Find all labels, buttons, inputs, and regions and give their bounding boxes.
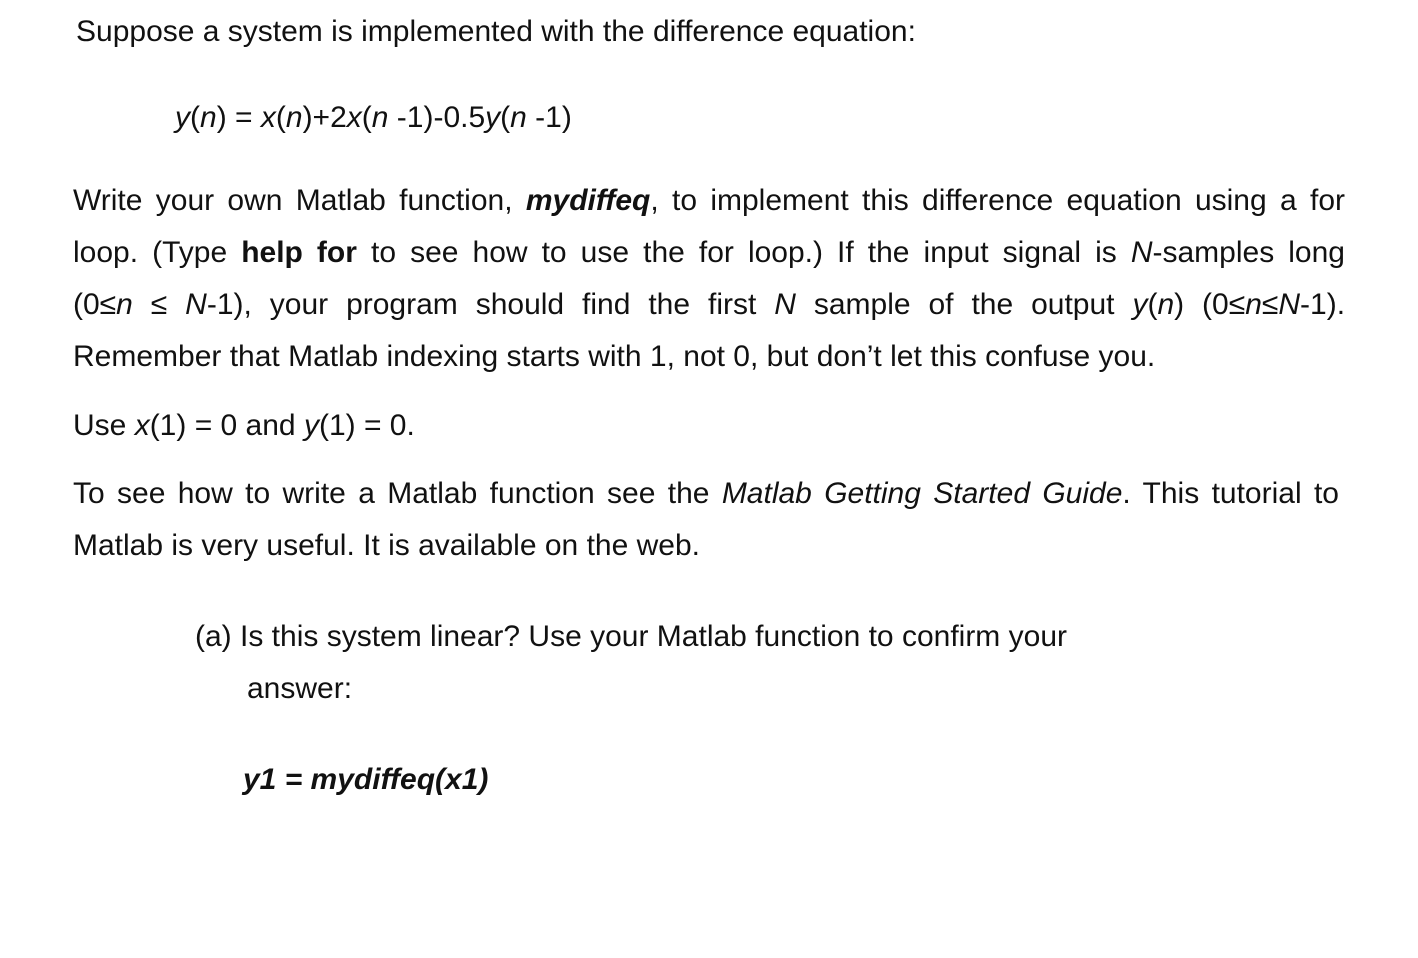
paragraph-line-1: Write your own Matlab function, mydiffeq, to implement this difference equation using a for: [73, 184, 1345, 217]
intro-text: Suppose a system is implemented with the difference equation:: [76, 15, 916, 48]
paragraph-line-4: Remember that Matlab indexing starts with 1, not 0, but don’t let this confuse you.: [73, 340, 1156, 373]
code-example: y1 = mydiffeq(x1): [243, 763, 489, 796]
difference-equation: y(n) = x(n)+2x(n -1)-0.5y(n -1): [175, 101, 572, 134]
help-command: help for: [241, 236, 357, 269]
paragraph-line-3: (0≤n ≤ N-1), your program should find the first N sample of the output y(n) (0≤n≤N-1).: [73, 288, 1346, 321]
initial-conditions: Use x(1) = 0 and y(1) = 0.: [73, 409, 415, 442]
guide-title: Matlab Getting Started Guide: [721, 477, 1123, 510]
paragraph-line-2: loop. (Type help for to see how to use the for loop.) If the input signal is N-samples long: [73, 236, 1345, 269]
tutorial-line-2: Matlab is very useful. It is available on the web.: [73, 529, 700, 562]
question-a-line-2: answer:: [247, 672, 353, 705]
question-a-line-1: (a) Is this system linear? Use your Matlab function to confirm your: [195, 620, 1067, 653]
function-name: mydiffeq: [525, 184, 651, 217]
tutorial-line-1: To see how to write a Matlab function see the Matlab Getting Started Guide. This tutorial to: [73, 477, 1339, 510]
